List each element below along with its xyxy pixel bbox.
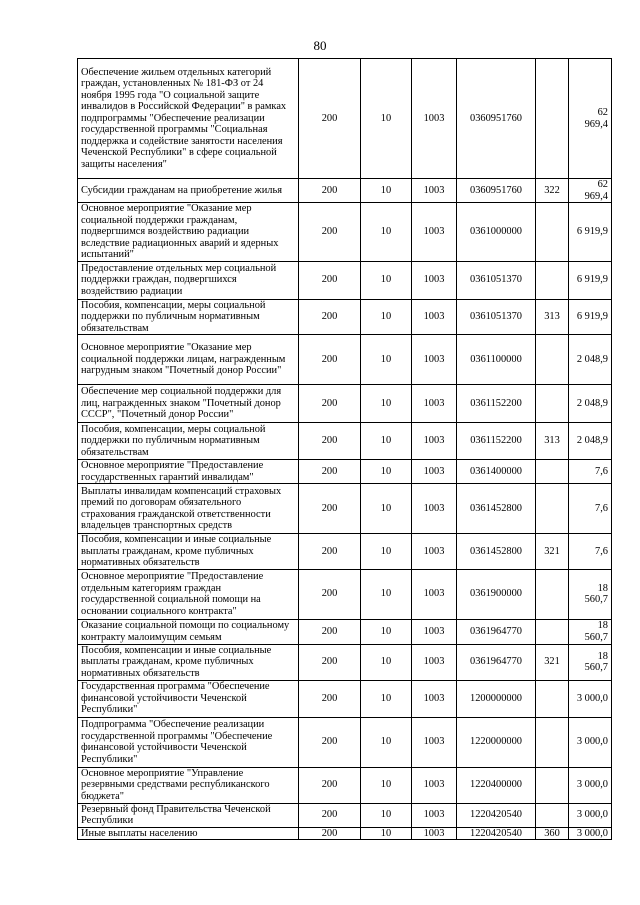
row-vr [536, 59, 569, 179]
row-gr: 200 [299, 423, 361, 460]
row-name: Резервный фонд Правительства Чеченской Республики [78, 803, 299, 827]
row-csr: 1220420540 [457, 827, 536, 840]
row-section: 10 [361, 299, 412, 335]
row-gr: 200 [299, 619, 361, 644]
table-row [78, 385, 612, 423]
table-row [78, 680, 612, 717]
row-vr [536, 619, 569, 644]
table-row [78, 59, 612, 179]
row-sum: 6 919,9 [569, 203, 612, 262]
row-name: Предоставление отдельных мер социальной поддержки граждан, подвергшихся воздействию радиации [78, 261, 299, 299]
row-section: 10 [361, 261, 412, 299]
row-subsection: 1003 [412, 534, 457, 570]
row-name: Пособия, компенсации и иные социальные выплаты гражданам, кроме публичных нормативных обязательств [78, 644, 299, 680]
row-vr [536, 460, 569, 484]
row-section: 10 [361, 179, 412, 203]
row-csr: 0360951760 [457, 179, 536, 203]
row-vr [536, 385, 569, 423]
row-gr: 200 [299, 299, 361, 335]
row-vr: 321 [536, 534, 569, 570]
row-name: Основное мероприятие "Предоставление государственных гарантий инвалидам" [78, 460, 299, 484]
row-csr: 1220400000 [457, 767, 536, 803]
row-gr: 200 [299, 680, 361, 717]
row-section: 10 [361, 717, 412, 767]
row-gr: 200 [299, 261, 361, 299]
row-vr: 321 [536, 644, 569, 680]
row-sum: 18 560,7 [569, 569, 612, 619]
row-section: 10 [361, 644, 412, 680]
table-row [78, 717, 612, 767]
row-sum: 18 560,7 [569, 644, 612, 680]
row-subsection: 1003 [412, 680, 457, 717]
row-section: 10 [361, 569, 412, 619]
row-subsection: 1003 [412, 619, 457, 644]
row-section: 10 [361, 619, 412, 644]
row-name: Пособия, компенсации, меры социальной поддержки по публичным нормативным обязательствам [78, 423, 299, 460]
row-csr: 0361000000 [457, 203, 536, 262]
row-gr: 200 [299, 59, 361, 179]
budget-table-body [78, 59, 612, 840]
page-number: 80 [313, 38, 327, 53]
row-subsection: 1003 [412, 203, 457, 262]
row-subsection: 1003 [412, 299, 457, 335]
row-section: 10 [361, 767, 412, 803]
row-sum: 7,6 [569, 484, 612, 534]
row-gr: 200 [299, 385, 361, 423]
row-name: Основное мероприятие "Управление резервными средствами республиканского бюджета" [78, 767, 299, 803]
table-row [78, 179, 612, 203]
row-sum: 2 048,9 [569, 385, 612, 423]
row-section: 10 [361, 827, 412, 840]
row-section: 10 [361, 423, 412, 460]
row-name: Подпрограмма "Обеспечение реализации государственной программы "Обеспечение финансовой устойчивости Чеченской Республики" [78, 717, 299, 767]
row-name: Обеспечение жильем отдельных категорий граждан, установленных № 181-ФЗ от 24 ноября 1995 года "О социальной защите инвалидов в Российской Федерации" в рамках подпрограммы "Обеспечение реализации государственной программы "Социальная поддержка и содействие занятости населения Чеченской Республики" в сфере социальной защиты населения" [78, 59, 299, 179]
table-row [78, 460, 612, 484]
table-row [78, 423, 612, 460]
row-section: 10 [361, 534, 412, 570]
row-gr: 200 [299, 203, 361, 262]
row-gr: 200 [299, 569, 361, 619]
row-sum: 18 560,7 [569, 619, 612, 644]
table-row [78, 261, 612, 299]
row-vr: 313 [536, 423, 569, 460]
row-gr: 200 [299, 534, 361, 570]
row-subsection: 1003 [412, 261, 457, 299]
row-gr: 200 [299, 460, 361, 484]
row-vr [536, 203, 569, 262]
row-csr: 1200000000 [457, 680, 536, 717]
row-subsection: 1003 [412, 335, 457, 385]
row-subsection: 1003 [412, 717, 457, 767]
row-vr [536, 569, 569, 619]
row-name: Основное мероприятие "Предоставление отдельным категориям граждан государственной социальной помощи на основании социального контракта" [78, 569, 299, 619]
row-csr: 0361964770 [457, 619, 536, 644]
row-name: Выплаты инвалидам компенсаций страховых премий по договорам обязательного страхования гражданской ответственности владельцев транспортных средств [78, 484, 299, 534]
row-csr: 0361152200 [457, 385, 536, 423]
row-csr: 0361964770 [457, 644, 536, 680]
row-name: Субсидии гражданам на приобретение жилья [78, 179, 299, 203]
table-row [78, 534, 612, 570]
budget-table [77, 58, 612, 840]
row-section: 10 [361, 680, 412, 717]
row-gr: 200 [299, 484, 361, 534]
row-section: 10 [361, 484, 412, 534]
row-section: 10 [361, 335, 412, 385]
row-sum: 3 000,0 [569, 803, 612, 827]
row-sum: 3 000,0 [569, 680, 612, 717]
table-row [78, 335, 612, 385]
table-row [78, 827, 612, 840]
row-csr: 0361100000 [457, 335, 536, 385]
row-subsection: 1003 [412, 644, 457, 680]
row-csr: 0361051370 [457, 299, 536, 335]
row-sum: 2 048,9 [569, 423, 612, 460]
row-csr: 0360951760 [457, 59, 536, 179]
row-subsection: 1003 [412, 423, 457, 460]
row-vr [536, 717, 569, 767]
row-csr: 0361400000 [457, 460, 536, 484]
row-csr: 0361152200 [457, 423, 536, 460]
row-name: Основное мероприятие "Оказание мер социальной поддержки гражданам, подвергшимся воздействию радиации вследствие радиационных аварий и ядерных испытаний" [78, 203, 299, 262]
row-csr: 0361452800 [457, 534, 536, 570]
row-vr: 313 [536, 299, 569, 335]
row-name: Государственная программа "Обеспечение финансовой устойчивости Чеченской Республики" [78, 680, 299, 717]
row-subsection: 1003 [412, 827, 457, 840]
row-section: 10 [361, 203, 412, 262]
row-name: Оказание социальной помощи по социальному контракту малоимущим семьям [78, 619, 299, 644]
row-subsection: 1003 [412, 484, 457, 534]
row-name: Обеспечение мер социальной поддержки для лиц, награжденных знаком "Почетный донор СССР", "Почетный донор России" [78, 385, 299, 423]
row-section: 10 [361, 460, 412, 484]
row-vr [536, 680, 569, 717]
table-row [78, 484, 612, 534]
row-csr: 0361900000 [457, 569, 536, 619]
row-subsection: 1003 [412, 803, 457, 827]
table-row [78, 203, 612, 262]
row-section: 10 [361, 803, 412, 827]
table-row [78, 803, 612, 827]
row-vr [536, 803, 569, 827]
row-subsection: 1003 [412, 385, 457, 423]
row-subsection: 1003 [412, 460, 457, 484]
row-subsection: 1003 [412, 767, 457, 803]
row-gr: 200 [299, 717, 361, 767]
row-sum: 3 000,0 [569, 827, 612, 840]
row-gr: 200 [299, 803, 361, 827]
row-name: Пособия, компенсации, меры социальной поддержки по публичным нормативным обязательствам [78, 299, 299, 335]
row-name: Иные выплаты населению [78, 827, 299, 840]
row-name: Пособия, компенсации и иные социальные выплаты гражданам, кроме публичных нормативных обязательств [78, 534, 299, 570]
row-sum: 62 969,4 [569, 59, 612, 179]
row-section: 10 [361, 59, 412, 179]
row-gr: 200 [299, 335, 361, 385]
row-csr: 1220000000 [457, 717, 536, 767]
row-vr [536, 484, 569, 534]
row-vr [536, 335, 569, 385]
row-vr [536, 767, 569, 803]
row-gr: 200 [299, 179, 361, 203]
table-row [78, 299, 612, 335]
table-row [78, 644, 612, 680]
row-csr: 1220420540 [457, 803, 536, 827]
row-sum: 3 000,0 [569, 717, 612, 767]
row-sum: 62 969,4 [569, 179, 612, 203]
row-csr: 0361452800 [457, 484, 536, 534]
table-row [78, 569, 612, 619]
row-vr: 322 [536, 179, 569, 203]
row-name: Основное мероприятие "Оказание мер социальной поддержки лицам, награжденным нагрудным знаком "Почетный донор России" [78, 335, 299, 385]
row-section: 10 [361, 385, 412, 423]
table-row [78, 767, 612, 803]
row-sum: 3 000,0 [569, 767, 612, 803]
row-gr: 200 [299, 827, 361, 840]
row-csr: 0361051370 [457, 261, 536, 299]
row-subsection: 1003 [412, 569, 457, 619]
table-row [78, 619, 612, 644]
row-sum: 2 048,9 [569, 335, 612, 385]
row-sum: 6 919,9 [569, 299, 612, 335]
row-vr [536, 261, 569, 299]
row-sum: 7,6 [569, 534, 612, 570]
row-sum: 6 919,9 [569, 261, 612, 299]
row-subsection: 1003 [412, 179, 457, 203]
row-sum: 7,6 [569, 460, 612, 484]
row-gr: 200 [299, 644, 361, 680]
row-subsection: 1003 [412, 59, 457, 179]
row-gr: 200 [299, 767, 361, 803]
row-vr: 360 [536, 827, 569, 840]
